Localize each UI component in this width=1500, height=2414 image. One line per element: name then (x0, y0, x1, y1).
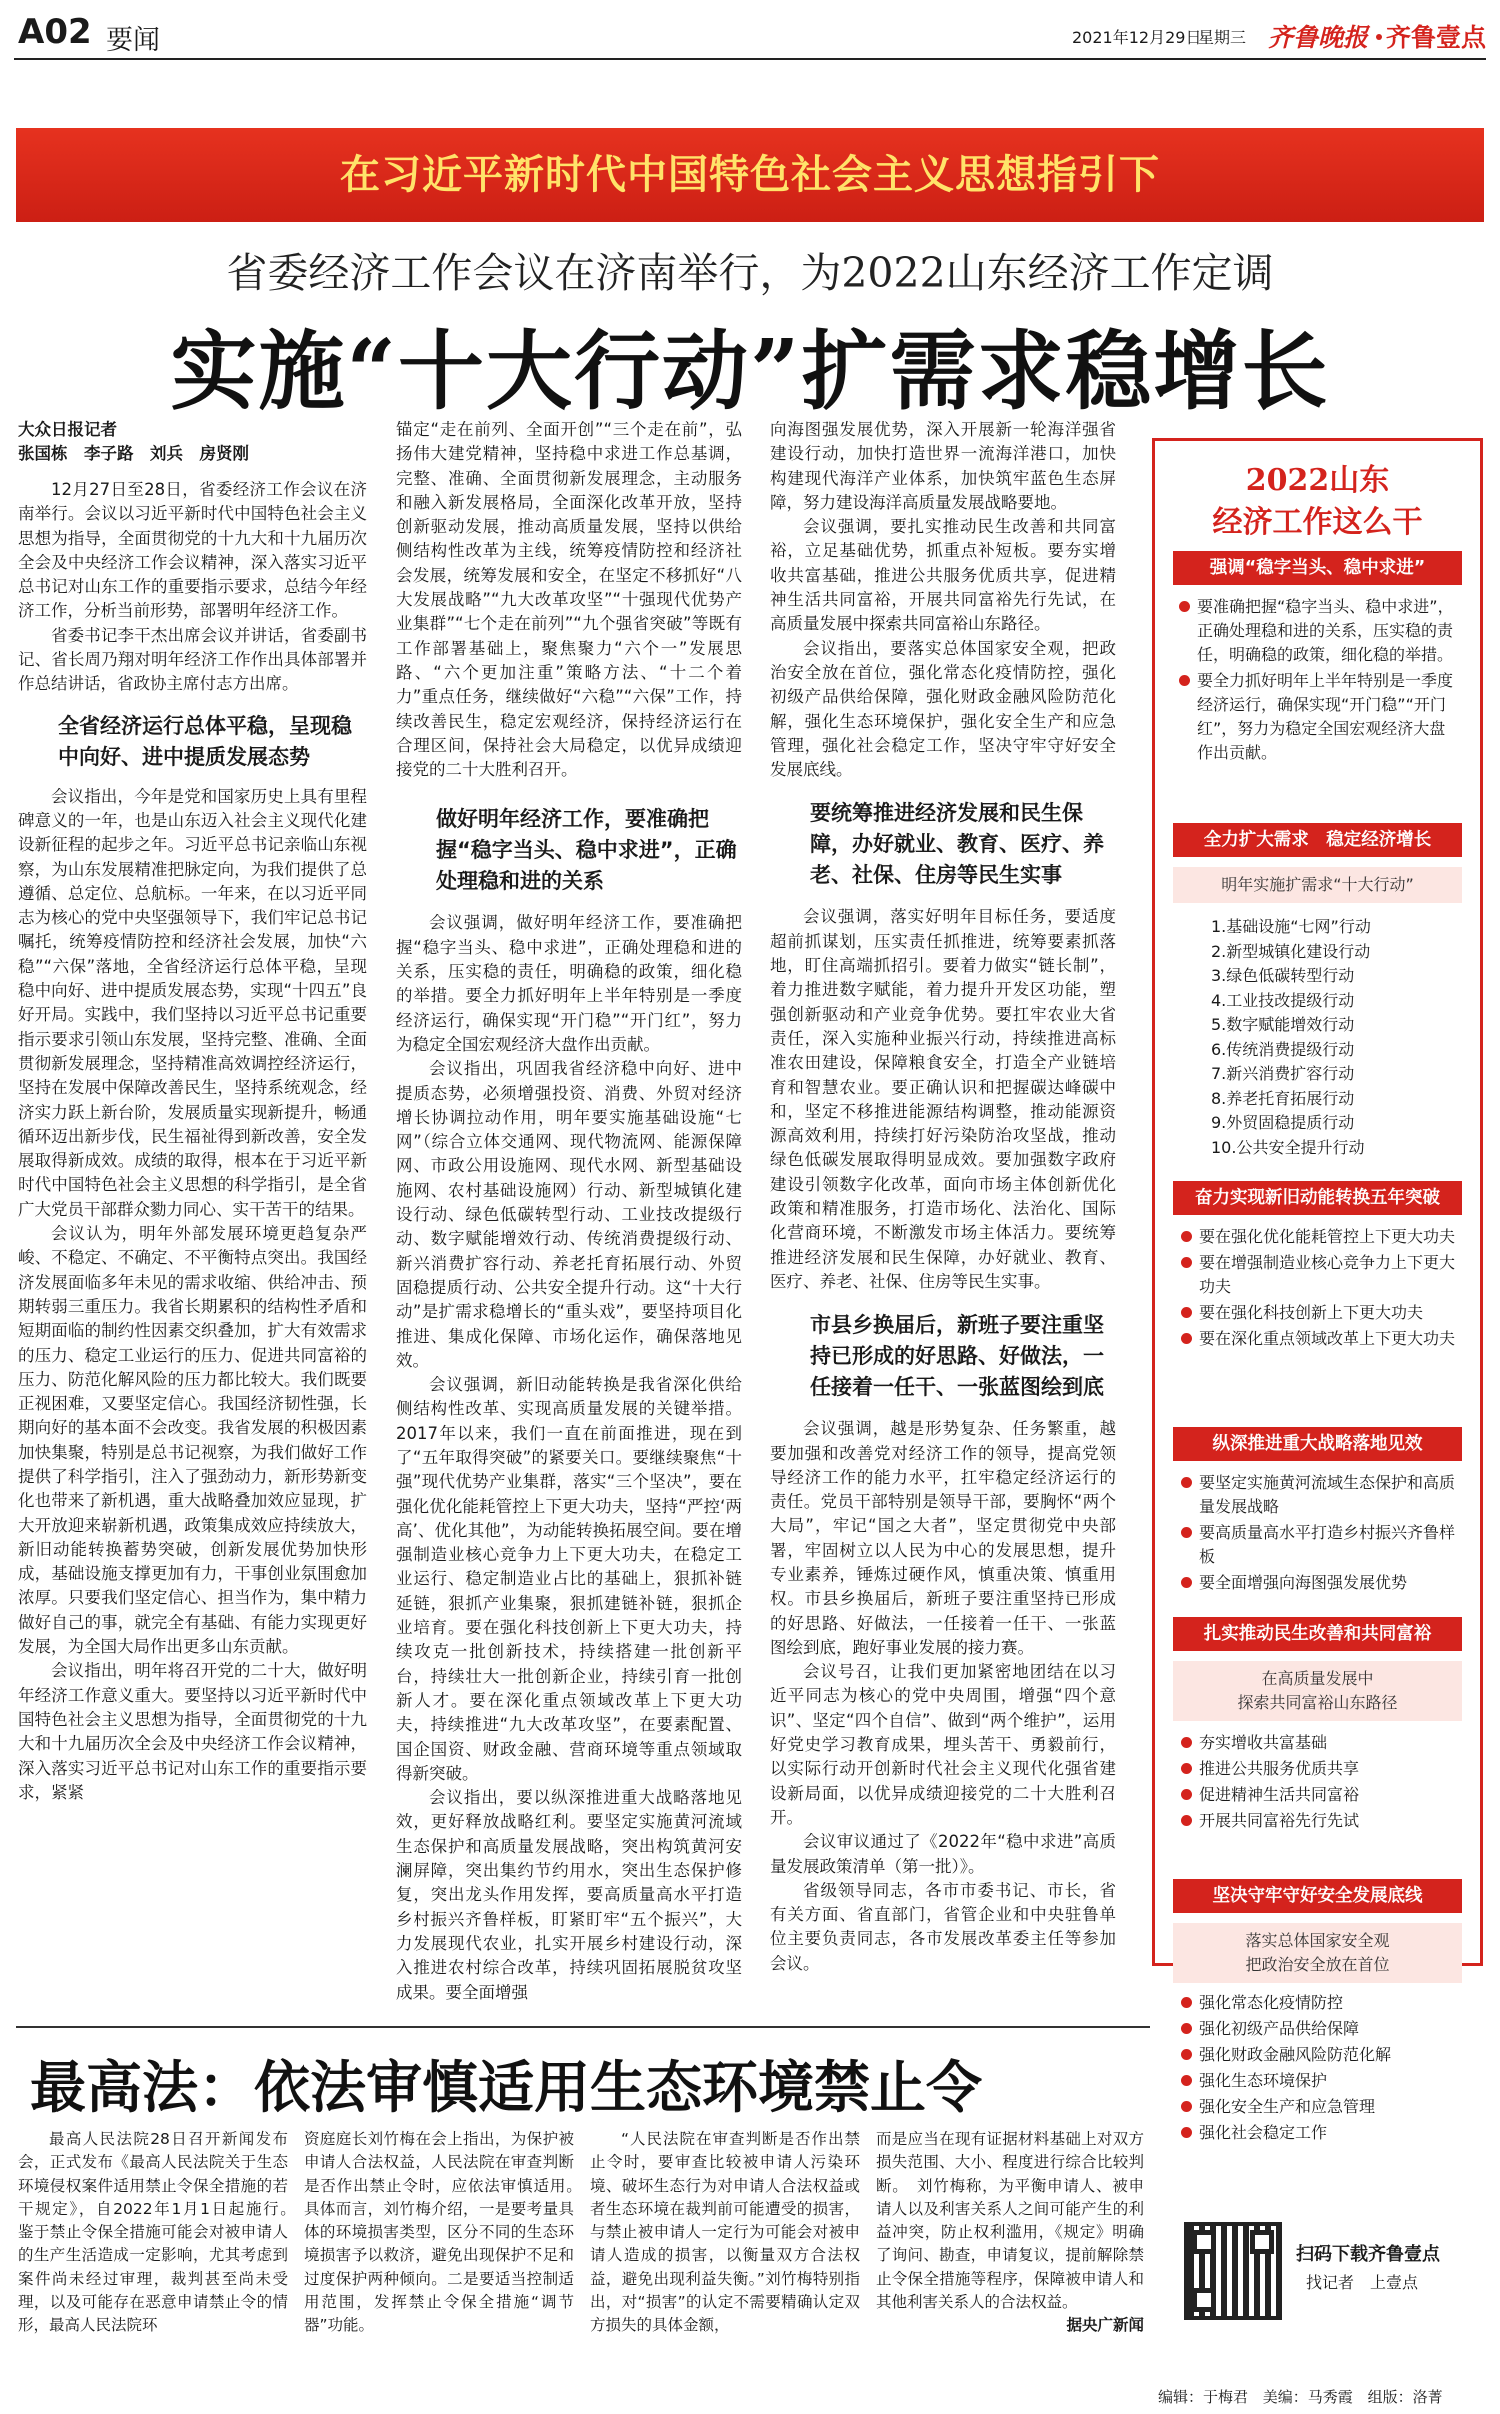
bullet-icon (1181, 1815, 1192, 1826)
item-text: 强化安全生产和应急管理 (1199, 2097, 1376, 2116)
paragraph: 会议强调，要扎实推动民生改善和共同富裕，立足基础优势，抓重点补短板。要夯实增收共富基础，推进公共服务优质共享，促进精神生活共同富裕，开展共同富裕先行先试，在高质量发展中探索共同富裕山东路径。 (770, 517, 1116, 634)
ten-actions-list (1173, 903, 1462, 1160)
ten-action-item: 9.外贸固稳提质行动 (1211, 1113, 1355, 1132)
qr-finder-icon (1192, 2230, 1216, 2254)
item-text: 推进公共服务优质共享 (1199, 1759, 1360, 1778)
page-header (14, 8, 1486, 60)
list-item (1177, 1757, 1458, 1781)
subtitle-line: 把政治安全放在首位 (1245, 1955, 1390, 1974)
list-item (1177, 1783, 1458, 1807)
section-title: 奋力实现新旧动能转换五年突破 (1173, 1181, 1462, 1215)
subtitle-line: 探索共同富裕山东路径 (1237, 1693, 1398, 1712)
item-text: 强化社会稳定工作 (1199, 2123, 1328, 2142)
section-subtitle: 明年实施扩需求“十大行动” (1173, 867, 1462, 903)
bullet-icon (1181, 2023, 1192, 2034)
item-text: 要高质量高水平打造乡村振兴齐鲁样板 (1199, 1523, 1456, 1566)
item-text: 要全面增强向海图强发展优势 (1199, 1573, 1408, 1592)
editor-credit: 编辑：于梅君 (1158, 2388, 1249, 2406)
paragraph: 会议强调，越是形势复杂、任务繁重，越要加强和改善党对经济工作的领导，提高党领导经济工作的能力水平，扛牢稳定经济运行的责任。党员干部特别是领导干部，要胸怀“两个大局”，牢记“国之大者”，坚定贯彻党中央部署，牢固树立以人民为中心的发展思想，提升专业素养，锤炼过硬作风，慎重决策、慎重用权。市县乡换届后，新班子要注重坚持已形成的好思路、好做法，一任接着一任干、一张蓝图绘到底，跑好事业发展的接力赛。 (770, 1419, 1116, 1657)
ten-action-item: 10.公共安全提升行动 (1211, 1137, 1365, 1157)
subtitle-line: 落实总体国家安全观 (1245, 1931, 1390, 1950)
paragraph: 会议指出，要落实总体国家安全观，把政治安全放在首位，强化常态化疫情防控，强化初级产品供给保障，强化财政金融风险防范化解，强化生态环境保护，强化安全生产和应急管理，强化社会稳定工作，坚决守牢守好安全发展底线。 (770, 638, 1116, 780)
list-item (1177, 2121, 1458, 2145)
lead-column-3 (770, 418, 1116, 1976)
story2-headline: 最高法：依法审慎适用生态环境禁止令 (30, 2055, 982, 2121)
story2-source: 据央广新闻 (1066, 2316, 1144, 2335)
paragraph: 会议认为，明年外部发展环境更趋复杂严峻、不稳定、不确定、不平衡特点突出。我国经济发展面临多年未见的需求收缩、供给冲击、预期转弱三重压力。我省长期累积的结构性矛盾和短期面临的制约性因素交织叠加，扩大有效需求的压力、稳定工业运行的压力、促进共同富裕的压力、防范化解风险的压力都比较大。我们既要正视困难，又要坚定信心。我国经济韧性强，长期向好的基本面不会改变。我省发展的积极因素加快集聚，特别是总书记视察，为我们做好工作提供了科学指引，注入了强劲动力，新形势新变化也带来了新机遇，重大战略叠加效应显现，扩大开放迎来崭新机遇，政策集成效应持续放大，新旧动能转换蓄势突破，创新发展优势加快形成，基础设施支撑更加有力，干事创业氛围愈加浓厚。只要我们坚定信心、担当作为，集中精力做好自己的事，就完全有基础、有能力实现更好发展，为全国大局作出更多山东贡献。 (18, 1224, 367, 1657)
sidebar-title-line1: 2022山东 (1245, 463, 1390, 498)
paragraph: 最高人民法院28日召开新闻发布会，正式发布《最高人民法院关于生态环境侵权案件适用禁止令保全措施的若干规定》，自2022年1月1日起施行。 鉴于禁止令保全措施可能会对被申请人的生产生活造成一定影响，尤其考虑到案件尚未经过审理，裁判甚至尚未受理，以及可能存在恶意申请禁止令的情形，最高人民法院环 (18, 2130, 304, 2335)
list-item (1177, 1225, 1458, 1249)
section-title: 强调“稳字当头、稳中求进” (1173, 551, 1462, 585)
footer-credits (1158, 2386, 1488, 2407)
section-subtitle (1173, 1661, 1462, 1721)
paragraph: 会议强调，落实好明年目标任务，要适度超前抓谋划，压实责任抓推进，统筹要素抓落地，盯住高端抓招引。要着力做实“链长制”，着力推进数字赋能，着力提升开发区功能，塑强创新驱动和产业竞争优势。要扛牢农业大省责任，深入实施种业振兴行动，持续推进高标准农田建设，保障粮食安全，打造全产业链培育和智慧农业。要正确认识和把握碳达峰碳中和，坚定不移推进能源结构调整，推动能源资源高效利用，持续打好污染防治攻坚战，推动绿色低碳发展取得明显成效。要加强数字政府建设引领数字化改革，面向市场主体创新优化政策和精准服务，打造市场化、法治化、国际化营商环境，不断激发市场主体活力。要统筹推进经济发展和民生保障，办好就业、教育、医疗、养老、社保、住房等民生实事。 (770, 907, 1116, 1291)
item-text: 强化初级产品供给保障 (1199, 2019, 1360, 2038)
paragraph: 锚定“走在前列、全面开创”“三个走在前”，弘扬伟大建党精神，坚持稳中求进工作总基调，完整、准确、全面贯彻新发展理念，主动服务和融入新发展格局，全面深化改革开放，坚持创新驱动发展，推动高质量发展，坚持以供给侧结构性改革为主线，统筹疫情防控和经济社会发展，统筹发展和安全，在坚定不移抓好“八大发展战略”“九大改革攻坚”“十强现代优势产业集群”“七个走在前列”“九个强省突破”等既有工作部署基础上，聚焦聚力“六个一”发展思路、“六个更加注重”策略方法、“十二个着力”重点任务，继续做好“六稳”“六保”工作，持续改善民生，稳定宏观经济，保持经济运行在合理区间，保持社会大局稳定，以优异成绩迎接党的二十大胜利召开。 (396, 420, 742, 780)
bullet-icon (1181, 2127, 1192, 2138)
art-credit: 美编：马秀霞 (1262, 2388, 1353, 2406)
sidebar-section-3 (1173, 1181, 1462, 1353)
sidebar-section-6 (1173, 1879, 1462, 2147)
ten-action-item: 7.新兴消费扩容行动 (1211, 1064, 1355, 1083)
list-item (1177, 1327, 1458, 1351)
list-item (1177, 1571, 1458, 1595)
paragraph: 12月27日至28日，省委经济工作会议在济南举行。会议以习近平新时代中国特色社会主义思想为指导，全面贯彻党的十九大和十九届历次全会及中央经济工作会议精神，深入落实习近平总书记对山东工作的重要指示要求，总结今年经济工作，分析当前形势，部署明年经济工作。 (18, 480, 367, 621)
lead-kicker: 省委经济工作会议在济南举行，为2022山东经济工作定调 (226, 249, 1274, 297)
list-item (1177, 1731, 1458, 1755)
section-title: 纵深推进重大战略落地见效 (1173, 1427, 1462, 1461)
ten-action-item: 5.数字赋能增效行动 (1211, 1015, 1355, 1034)
sidebar-section-5 (1173, 1617, 1462, 1835)
item-text: 要在增强制造业核心竞争力上下更大功夫 (1199, 1253, 1456, 1296)
section-title: 全力扩大需求 稳定经济增长 (1173, 823, 1462, 857)
list-item (1177, 1991, 1458, 2015)
bullet-icon (1181, 1789, 1192, 1800)
paragraph: 省委书记李干杰出席会议并讲话，省委副书记、省长周乃翔对明年经济工作作出具体部署并作总结讲话，省政协主席付志方出席。 (18, 625, 367, 694)
item-text: 要在强化科技创新上下更大功夫 (1199, 1303, 1424, 1322)
bullet-icon (1179, 675, 1190, 686)
section-name: 要闻 (106, 25, 160, 56)
item-text: 要在深化重点领域改革上下更大功夫 (1199, 1329, 1456, 1348)
paragraph: 会议强调，新旧动能转换是我省深化供给侧结构性改革、实现高质量发展的关键举措。2017年以来，我们一直在前面推进，现在到了“五年取得突破”的紧要关口。要继续聚焦“十强”现代优势产业集群，落实“三个坚决”，要在强化优化能耗管控上下更大功夫，坚持“严控‘两高’、优化其他”，为动能转换拓展空间。要在增强制造业核心竞争力上下更大功夫，在稳定工业运行、稳定制造业占比的基础上，狠抓补链延链，狠抓产业集聚，狠抓建链补链，狠抓企业培育。要在强化科技创新上下更大功夫，持续攻克一批创新技术，持续搭建一批创新平台，持续壮大一批创新企业，持续引育一批创新人才。要在深化重点领域改革上下更大功夫，持续推进“九大改革攻坚”，在要素配置、国企国资、财政金融、营商环境等重点领域取得新突破。 (396, 1375, 742, 1783)
paragraph: 会议号召，让我们更加紧密地团结在以习近平同志为核心的党中央周围，增强“四个意识”、坚定“四个自信”、做到“两个维护”，运用好党史学习教育成果，埋头苦干、勇毅前行，以实际行动开创新时代社会主义现代化强省建设新局面，以优异成绩迎接党的二十大胜利召开。 (770, 1662, 1116, 1827)
proof-credit: 组版：洛菁 (1367, 2388, 1443, 2406)
bullet-icon (1181, 1527, 1192, 1538)
bullet-icon (1181, 1231, 1192, 1242)
subtitle-line: 在高质量发展中 (1261, 1669, 1374, 1688)
paragraph: “人民法院在审查判断是否作出禁止令时，要审查比较被申请人污染环境、破坏生态行为对申请人合法权益或者生态环境在裁判前可能遭受的损害，与禁止被申请人一定行为可能会对被申请人造成的损害，以衡量双方合法权益，避免出现利益失衡。”刘竹梅特别指出，对“损害”的认定不需要精确认定双方损失的具体金额， (590, 2130, 860, 2335)
item-text: 强化常态化疫情防控 (1199, 1993, 1344, 2012)
ten-action-item: 2.新型城镇化建设行动 (1211, 941, 1371, 961)
lead-column-1 (18, 418, 367, 1805)
item-text: 夯实增收共富基础 (1199, 1733, 1328, 1752)
section-title: 坚决守牢守好安全发展底线 (1173, 1879, 1462, 1913)
bullet-icon (1181, 1307, 1192, 1318)
subheading: 全省经济运行总体平稳，呈现稳中向好、进中提质发展态势 (58, 713, 352, 769)
paper-separator-icon (1376, 34, 1382, 40)
qr-finder-icon (1192, 2288, 1216, 2312)
bullet-icon (1181, 1333, 1192, 1344)
bullet-icon (1181, 1997, 1192, 2008)
story2-column-4 (876, 2128, 1144, 2338)
qr-line-1: 扫码下载齐鲁壹点 (1296, 2244, 1440, 2265)
section-subtitle (1173, 1923, 1462, 1983)
qr-code[interactable] (1184, 2222, 1282, 2320)
top-banner (16, 128, 1484, 222)
paragraph: 省级领导同志，各市市委书记、市长，省有关方面、省直部门，省管企业和中央驻鲁单位主要负责同志，各市发展改革委主任等参加会议。 (770, 1880, 1116, 1973)
list-item (1175, 669, 1460, 765)
item-text: 要在强化优化能耗管控上下更大功夫 (1199, 1227, 1456, 1246)
issue-weekday: 星期三 (1198, 28, 1247, 47)
ten-action-item: 8.养老托育拓展行动 (1211, 1088, 1355, 1108)
sidebar-section-1 (1173, 551, 1462, 765)
subheading: 做好明年经济工作，要准确把握“稳字当头、稳中求进”，正确处理稳和进的关系 (436, 807, 737, 894)
subheading: 要统筹推进经济发展和民生保障，办好就业、教育、医疗、养老、社保、住房等民生实事 (810, 801, 1104, 888)
paragraph: 会议指出，巩固我省经济稳中向好、进中提质态势，必须增强投资、消费、外贸对经济增长协调拉动作用，明年要实施基础设施“七网”（综合立体交通网、现代物流网、能源保障网、市政公用设施网、现代水网、新型基础设施网、农村基础设施网）行动、新型城镇化建设行动、绿色低碳转型行动、工业技改提级行动、数字赋能增效行动、传统消费提级行动、新兴消费扩容行动、养老托育拓展行动、外贸固稳提质行动、公共安全提升行动。这“十大行动”是扩需求稳增长的“重头戏”，要坚持项目化推进、集成化保障、市场化运作，确保落地见效。 (396, 1059, 742, 1370)
subheading: 市县乡换届后，新班子要注重坚持已形成的好思路、好做法，一任接着一任干、一张蓝图绘到底 (810, 1313, 1104, 1400)
ten-action-item: 3.绿色低碳转型行动 (1211, 966, 1355, 985)
list-item (1177, 1471, 1458, 1519)
lead-column-2 (396, 418, 742, 2005)
paper-name: 齐鲁晚报 (1268, 23, 1369, 52)
qr-finder-icon (1250, 2230, 1274, 2254)
item-text: 要坚定实施黄河流域生态保护和高质量发展战略 (1199, 1473, 1456, 1516)
section-title: 扎实推动民生改善和共同富裕 (1173, 1617, 1462, 1651)
byline-org: 大众日报记者 (18, 420, 117, 439)
issue-date: 2021年12月29日 (1072, 28, 1202, 47)
story2-column-3 (590, 2128, 860, 2338)
list-item (1175, 595, 1460, 667)
ten-action-item: 4.工业技改提级行动 (1211, 990, 1355, 1010)
item-text: 强化财政金融风险防范化解 (1199, 2045, 1392, 2064)
list-item (1177, 2095, 1458, 2119)
bullet-icon (1181, 1763, 1192, 1774)
bullet-icon (1179, 601, 1190, 612)
paragraph: 会议指出，要以纵深推进重大战略落地见效，更好释放战略红利。要坚定实施黄河流域生态保护和高质量发展战略，突出构筑黄河安澜屏障，突出集约节约用水，突出生态保护修复，突出龙头作用发挥，要高质量高水平打造乡村振兴齐鲁样板，盯紧盯牢“五个振兴”，大力发展现代农业，扎实开展乡村建设行动，深入推进农村综合改革，持续巩固拓展脱贫攻坚成果。要全面增强 (396, 1788, 742, 2002)
paragraph: 资庭庭长刘竹梅在会上指出，为保护被申请人合法权益，人民法院在审查判断是否作出禁止令时，应依法审慎适用。 具体而言，刘竹梅介绍，一是要考量具体的环境损害类型，区分不同的生态环境损害予以救济，避免出现保护不足和过度保护两种倾向。二是要适当控制适用范围，发挥禁止令保全措施“调节器”功能。 (304, 2130, 590, 2335)
byline-names: 张国栋 李子路 刘兵 房贤刚 (18, 444, 249, 463)
bullet-icon (1181, 1257, 1192, 1268)
item-text: 要全力抓好明年上半年特别是一季度经济运行，确保实现“开门稳”“开门红”，努力为稳定全国宏观经济大盘作出贡献。 (1197, 671, 1454, 762)
item-text: 强化生态环境保护 (1199, 2071, 1328, 2090)
paragraph: 向海图强发展优势，深入开展新一轮海洋强省建设行动，加快打造世界一流海洋港口，加快构建现代海洋产业体系，加快筑牢蓝色生态屏障，努力建设海洋高质量发展战略要地。 (770, 420, 1116, 512)
sidebar-section-2 (1173, 823, 1462, 1160)
bullet-icon (1181, 1737, 1192, 1748)
list-item (1177, 2017, 1458, 2041)
list-item (1177, 1521, 1458, 1569)
lead-headline: 实施“十大行动”扩需求稳增长 (170, 321, 1330, 422)
paragraph: 会议审议通过了《2022年“稳中求进”高质量发展政策清单（第一批）》。 (770, 1832, 1116, 1876)
bullet-icon (1181, 2049, 1192, 2060)
story2-column-1 (18, 2128, 304, 2338)
paragraph: 会议指出，今年是党和国家历史上具有里程碑意义的一年，也是山东迈入社会主义现代化建设新征程的起步之年。习近平总书记亲临山东视察，为山东发展精准把脉定向，为我们提供了总遵循、总定位、总航标。一年来，在以习近平同志为核心的党中央坚强领导下，我们牢记总书记嘱托，统筹疫情防控和经济社会发展，加快“六稳”“六保”落地，全省经济运行总体平稳，呈现稳中向好、进中提质发展态势，实现“十四五”良好开局。实践中，我们坚持以习近平总书记重要指示要求引领山东发展，坚持完整、准确、全面贯彻新发展理念，坚持精准高效调控经济运行，坚持在发展中保障改善民生，坚持系统观念，经济实力跃上新台阶，发展质量实现新提升，畅通循环迈出新步伐，民生福祉得到新改善，安全发展取得新成效。成绩的取得，根本在于习近平新时代中国特色社会主义思想的科学指引，是全省广大党员干部群众勠力同心、实干苦干的结果。 (18, 786, 367, 1219)
ten-action-item: 1.基础设施“七网”行动 (1211, 917, 1371, 936)
sidebar-box (1152, 438, 1483, 2142)
banner-text: 在习近平新时代中国特色社会主义思想指引下 (340, 152, 1160, 198)
list-item (1177, 1251, 1458, 1299)
item-text: 要准确把握“稳字当头、稳中求进”，正确处理稳和进的关系，压实稳的责任，明确稳的政策，细化稳的举措。 (1197, 597, 1454, 664)
ten-action-item: 6.传统消费提级行动 (1211, 1039, 1355, 1059)
sidebar-section-4 (1173, 1427, 1462, 1597)
list-item (1177, 2069, 1458, 2093)
bullet-icon (1181, 1477, 1192, 1488)
list-item (1177, 1301, 1458, 1325)
paragraph: 会议指出，明年将召开党的二十大，做好明年经济工作意义重大。要坚持以习近平新时代中国特色社会主义思想为指导，全面贯彻党的十九大和十九届历次全会及中央经济工作会议精神，深入落实习近平总书记对山东工作的重要指示要求，紧紧 (18, 1661, 367, 1802)
story2-column-2 (304, 2128, 590, 2338)
paragraph: 会议强调，做好明年经济工作，要准确把握“稳字当头、稳中求进”，正确处理稳和进的关系，压实稳的责任，明确稳的政策，细化稳的举措。要全力抓好明年上半年特别是一季度经济运行，确保实现“开门稳”“开门红”，努力为稳定全国宏观经济大盘作出贡献。 (396, 913, 742, 1054)
app-name: 齐鲁壹点 (1386, 23, 1487, 52)
section-divider (16, 2026, 1150, 2028)
bullet-icon (1181, 2075, 1192, 2086)
bullet-icon (1181, 1577, 1192, 1588)
bullet-icon (1181, 2101, 1192, 2112)
item-text: 开展共同富裕先行先试 (1199, 1811, 1360, 1830)
list-item (1177, 1809, 1458, 1833)
sidebar-title-line2: 经济工作这么干 (1212, 505, 1423, 540)
paragraph: 而是应当在现有证据材料基础上对双方损失范围、大小、程度进行综合比较判断。 刘竹梅称，为平衡申请人、被申请人以及利害关系人之间可能产生的利益冲突，防止权利滥用，《规定》明确了询问、勘查，申请复议，提前解除禁止令保全措施等程序，保障被申请人和其他利害关系人的合法权益。 (876, 2130, 1144, 2312)
item-text: 促进精神生活共同富裕 (1199, 1785, 1360, 1804)
qr-line-2: 找记者 上壹点 (1306, 2273, 1419, 2292)
list-item (1177, 2043, 1458, 2067)
page-number: A02 (18, 12, 92, 52)
